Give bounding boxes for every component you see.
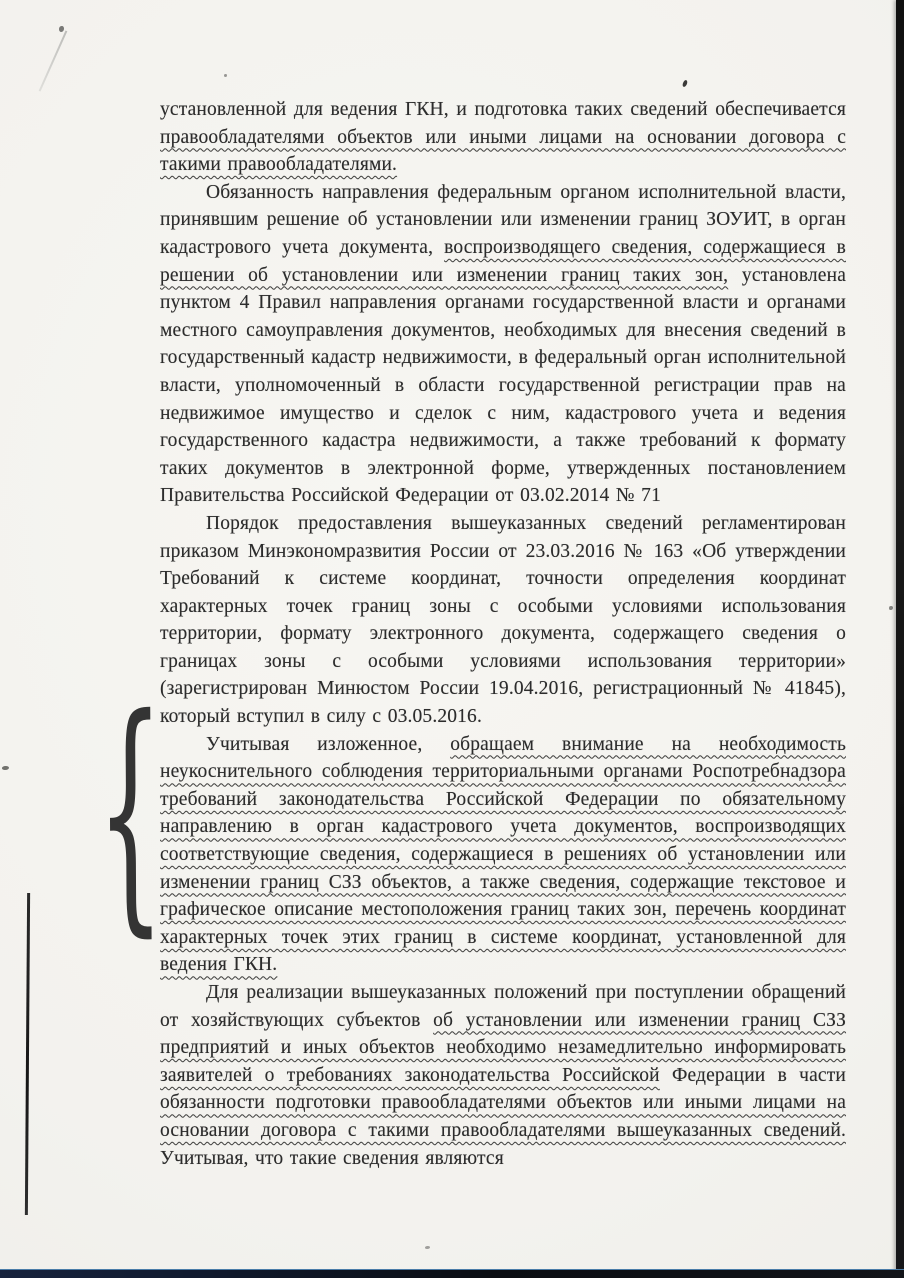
paragraph: [160, 96, 846, 179]
ink-speck: [889, 606, 893, 610]
ink-speck: [2, 766, 9, 770]
text-segment: установлена пунктом 4 Правил направления органами государственной власти и органами местного самоуправления документов, необходимых для внесения сведений в государственный кадастр недвижимости, в федеральный орган исполнительной власти, уполномоченный в области государственной регистрации прав на недвижимое имущество и сделок с ним, кадастрового учета и ведения государственного кадастра недвижимости, а также требований к формату таких документов в электронной форме, утвержденных постановлением Правительства Российской Федерации от 03.02.2014 № 71: [160, 264, 846, 507]
paragraph: [160, 179, 846, 510]
margin-pen-line-annotation: [25, 893, 30, 1215]
underlined-passage: обращаем внимание на необходимость неукоснительного соблюдения территориальными органами Роспотребнадзора требований законодательства Российской Федерации по обязательному направлению в орган кадастрового учета документов, воспроизводящих соответствующие сведения, содержащиеся в решениях об установлении или изменении границ СЗЗ объектов, а также сведения, содержащие текстовое и графическое описание местоположения границ таких зон, перечень координат характерных точек этих границ в системе координат, установленной для ведения ГКН.: [160, 733, 846, 976]
document-text: [160, 96, 846, 1172]
pencil-scribble-mark: [39, 30, 68, 91]
paragraph: [160, 979, 846, 1172]
paragraph: [160, 510, 846, 731]
underlined-passage: об установлении или изменении границ СЗЗ предприятий и иных объектов необходимо незамедлительно информировать заявителей о требованиях законодательства Российской: [160, 1009, 847, 1086]
margin-brace-annotation: {: [95, 664, 165, 960]
scan-edge-right: [896, 0, 904, 1278]
text-segment: Учитывая изложенное,: [206, 733, 451, 755]
underlined-passage: правообладателями объектов или иными лицами на основании договора с такими правообладателями.: [160, 126, 846, 176]
text-segment: установленной для ведения ГКН, и подготовка таких сведений обеспечивается: [160, 99, 846, 120]
paragraph: [160, 731, 846, 979]
pencil-dot-mark: [59, 26, 64, 32]
text-segment: Порядок предоставления вышеуказанных сведений регламентирован приказом Минэкономразвития России от 23.03.2016 № 163 «Об утверждении Требований к системе координат, точности определения координат характерных точек границ зоны с особыми условиями использования территории, формату электронного документа, содержащего сведения о границах зоны с особыми условиями использования территории» (зарегистрирован Минюстом России 19.04.2016, регистрационный № 41845), который вступил в силу с 03.05.2016.: [160, 512, 846, 728]
text-segment: Обязанность направления федеральным органом исполнительной власти, принявшим решение об установлении или изменении границ ЗОУИТ, в орган кадастрового учета документа,: [160, 181, 846, 258]
ink-speck: [224, 74, 227, 77]
text-segment: Для реализации вышеуказанных положений при поступлении обращений от хозяйствующих субъектов: [160, 982, 846, 1031]
underlined-passage: обязанности подготовки правообладателями объектов или иными лицами на основании договора с такими правообладателями вышеуказанных сведений.: [160, 1092, 846, 1141]
text-segment: Федерации в части: [659, 1064, 846, 1086]
scan-edge-bottom: [0, 1269, 904, 1278]
text-segment: Учитывая, что такие сведения являются: [160, 1147, 504, 1169]
underlined-passage: воспроизводящего сведения, содержащиеся в решении об установлении или изменении границ таких зон,: [160, 236, 846, 286]
ink-speck: [682, 80, 688, 88]
ink-speck: [425, 1246, 430, 1249]
